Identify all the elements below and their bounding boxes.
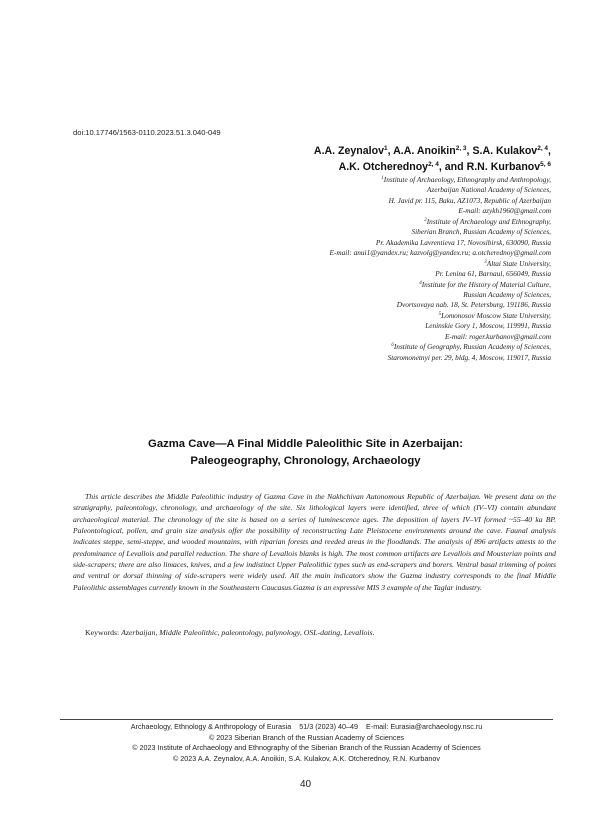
keywords bbox=[73, 627, 556, 638]
author-affil-ref: 2, 4 bbox=[428, 160, 439, 168]
copyright-line: © 2023 Institute of Archaeology and Ethnography of the Siberian Branch of the Russian Academy of Sciences bbox=[132, 743, 481, 752]
copyright-line: © 2023 Siberian Branch of the Russian Academy of Sciences bbox=[208, 732, 405, 742]
author-line-2: A.K. Otcherednoy$^{2, 4}$, and R.N. Kurbanov$^{5, 6}$ bbox=[338, 160, 551, 173]
affiliations bbox=[91, 175, 551, 363]
author-affil-ref: 1 bbox=[383, 145, 388, 152]
author-name: A.A. Zeynalov bbox=[313, 145, 384, 157]
author-name: A.A. Anoikin bbox=[393, 145, 456, 157]
keywords-label: Keywords: bbox=[85, 628, 120, 637]
author-name: S.A. Kulakov bbox=[472, 145, 538, 157]
author-list bbox=[91, 144, 551, 175]
author-affil-ref: 5, 6 bbox=[540, 160, 551, 168]
abstract: This article describes the Middle Paleolithic industry of Gazma Cave in the Nakhchivan Autonomous Republic of Azerbaijan. We present data on the stratigraphy, paleontology, chronology, and archaeology of the site. Six lithological layers were identified, three of which (IV–VI) contain abundant archaeological material. The chronology of the site is based on a series of luminescence ages. The deposition of layers IV–VI formed ~55–40 ka BP. Paleontological, pollen, and grain size analysis offer the possibility of reconstructing Late Pleistocene environments around the cave. Faunal analysis indicates steppe, semi-steppe, and wooded mountains, with riparian forests and reeded areas in the floodlands. The analysis of 896 artifacts attests to the predominance of Levallois and parallel reduction. The share of Levallois blanks is high. The most common artifacts are Levallois and Mousterian points and side-scrapers; there are also limaces, knives, and a few indistinct Upper Paleolithic types such as end-scrapers and borers. Ventral basal trimming of points and ventral or dorsal thinning of side-scrapers were widely used. All the main indicators show the Gazma industry corresponds to the final Middle Paleolithic assemblages currently known in the Southeastern Caucasus.Gazma is an expressive MIS 3 example of the Taglar industry. bbox=[73, 492, 556, 592]
affiliation-address: Pr. Akademika Lavrentieva 17, Novosibirsk, 630090, Russia bbox=[375, 237, 551, 247]
title-line-1: Gazma Cave—A Final Middle Paleolithic Site in Azerbaijan: bbox=[148, 438, 463, 450]
author-affil-ref: 2, 3 bbox=[455, 145, 467, 152]
footer-divider bbox=[60, 719, 553, 720]
footer-line-1 bbox=[60, 722, 553, 733]
author-line-1: A.A. Zeynalov$^1$, A.A. Anoikin$^{2, 3}$, S.A. Kulakov$^{2, 4}$, bbox=[313, 145, 551, 157]
journal-footer bbox=[60, 722, 553, 764]
affiliation-email: E-mail: anui1@yandex.ru; kazvolg@yandex.ru; a.otcherednoy@gmail.com bbox=[329, 248, 551, 258]
affiliation-name: $^4$Institute for the History of Material Culture, bbox=[419, 279, 551, 289]
keywords-list: Azerbaijan, Middle Paleolithic, paleontology, palynology, OSL-dating, Levallois. bbox=[121, 628, 375, 637]
author-name: R.N. Kurbanov bbox=[466, 160, 541, 173]
affiliation-email: E-mail: azykh1960@gmail.com bbox=[458, 206, 551, 216]
affiliation-name: $^2$Institute of Archaeology and Ethnography, bbox=[424, 216, 551, 226]
affiliation-address: Dvortsovaya nab. 18, St. Petersburg, 191186, Russia bbox=[396, 300, 551, 310]
affiliation-address: Staromonetnyi per. 29, bldg. 4, Moscow, 119017, Russia bbox=[387, 352, 551, 362]
journal-email: E-mail: Eurasia@archaeology.nsc.ru bbox=[366, 722, 483, 731]
affiliation-org: Azerbaijan National Academy of Sciences, bbox=[426, 185, 551, 195]
journal-issue: 51/3 (2023) 40–49 bbox=[299, 722, 358, 731]
title-line-2: Paleogeography, Chronology, Archaeology bbox=[190, 455, 421, 467]
affiliation-name: $^5$Lomonosov Moscow State University, bbox=[438, 310, 551, 320]
journal-name: Archaeology, Ethnology & Anthropology of Eurasia bbox=[130, 722, 292, 731]
affiliation-name: $^1$Institute of Archaeology, Ethnography and Anthropology, bbox=[381, 175, 551, 184]
page-number: 40 bbox=[299, 779, 312, 790]
affiliation-name: $^6$Institute of Geography, Russian Academy of Sciences, bbox=[391, 342, 551, 352]
affiliation-org: Russian Academy of Sciences, bbox=[463, 289, 551, 299]
affiliation-name: $^3$Altai State University, bbox=[484, 258, 551, 268]
copyright-line: © 2023 A.A. Zeynalov, A.A. Anoikin, S.A. Kulakov, A.K. Otcherednoy, R.N. Kurbanov bbox=[173, 753, 440, 763]
doi: doi:10.17746/1563-0110.2023.51.3.040-049 bbox=[73, 128, 221, 137]
paper-title bbox=[40, 436, 571, 470]
affiliation-address: H. Javid pr. 115, Baku, AZ1073, Republic of Azerbaijan bbox=[388, 195, 551, 205]
affiliation-address: Pr. Lenina 61, Barnaul, 656049, Russia bbox=[435, 269, 551, 279]
author-affil-ref: 2, 4 bbox=[537, 145, 549, 152]
author-name: A.K. Otcherednoy bbox=[338, 160, 429, 173]
affiliation-email: E-mail: roger.kurbanov@gmail.com bbox=[445, 331, 551, 341]
affiliation-org: Siberian Branch, Russian Academy of Sciences, bbox=[411, 227, 551, 237]
affiliation-address: Leninskie Gory 1, Moscow, 119991, Russia bbox=[425, 321, 551, 331]
